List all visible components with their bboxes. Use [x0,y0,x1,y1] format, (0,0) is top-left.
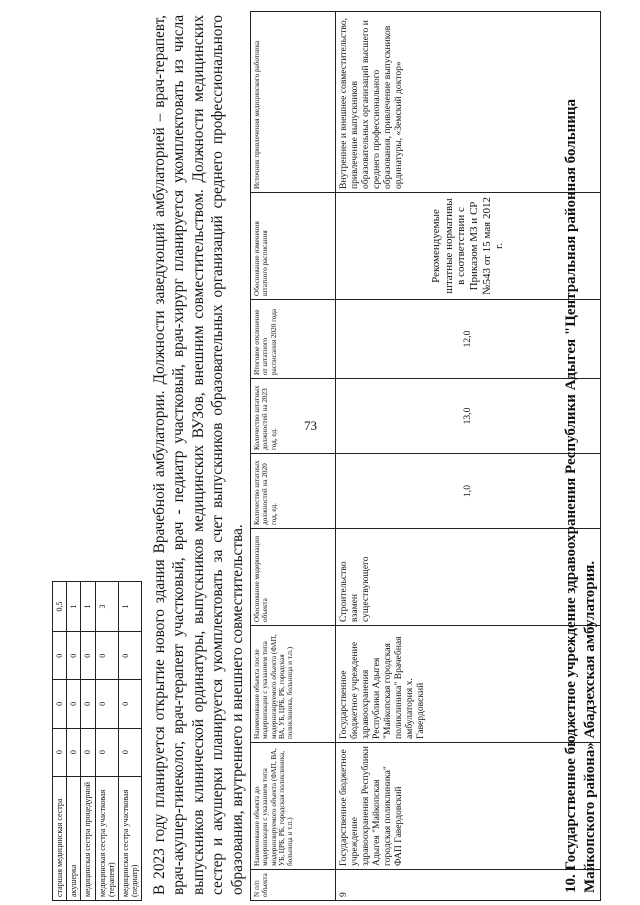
staff-cell-v4: 3 [95,582,118,632]
header-deviation: Итоговое отклонение от штатного расписания 2020 года [251,300,336,379]
plan-paragraph: В 2023 году планируется открытие нового здания Врачебной амбулатории. Должности заведующий амбулаторией – врач-терапевт, врач-акушер-гинеколог, врач-терапевт участковый, врач - педиатр участковый, врач-хирург планируется укомплектовать из числа выпускников клинической ординатуры, выпускников медицинских ВУЗов, внешним совместительством. Должности медицинских сестер и акушерки планируется укомплектовать за счет выпускников образовательных организаций среднего профессионального образования, внутреннего и внешнего совместительства. [151,15,246,895]
row-num: 9 [336,870,601,901]
staff-cell-v4: 1 [118,582,141,632]
staff-cell-v3: 0 [81,632,95,680]
header-staff-reason: Обоснование изменения штатного расписания [251,193,336,300]
staff-cell-v2: 0 [67,680,81,728]
row-reason: Строительство взамен существующего [336,529,601,626]
staff-cell-v1: 0 [53,728,67,776]
staff-cell-label: старшая медицинская сестра [53,776,67,900]
page-number: 73 [304,418,317,433]
plan-table-row [336,12,601,901]
plan-table [250,11,601,901]
row-staff-reason: Рекомендуемые штатные нормативы в соответствии с Приказом МЗ и СР №543 от 15 мая 2012 г. [336,193,601,300]
staff-cell-v3: 0 [53,632,67,680]
staff-row [53,582,67,901]
staff-cell-label: медицинская сестра процедурной [81,776,95,900]
header-q2020: Количество штатных должностей на 2020 год, ед. [251,454,336,529]
staff-cell-v4: 0,5 [53,582,67,632]
row-before: Государственное бюджетное учреждение здравоохранения Республики Адыгея "Майкопская городская поликлиника" ФАП Гавердовский [336,743,601,870]
staff-table [52,581,142,901]
staff-cell-v4: 1 [81,582,95,632]
header-num: N п/п объекта [251,870,336,901]
row-q2020: 1,0 [336,454,601,529]
section-heading: 10. Государственное бюджетное учреждение здравоохранения Республики Адыгея "Центральная районная больница Майкопского района» Абадзехская амбулатория. [563,98,598,893]
header-source: Источник привлечения медицинского работника [251,12,336,193]
staff-row [95,582,118,901]
staff-row [81,582,95,901]
row-q2023: 13,0 [336,379,601,454]
staff-row [118,582,141,901]
staff-cell-label: медицинская сестра участковая (терапевт) [95,776,118,900]
header-after: Наименование объекта после модернизации с указанием типа модернизируемого объекта (ФАП, ВА, УБ, ЦРБ, РБ, городская поликлиника, больница и т.п.) [251,626,336,743]
staff-cell-v2: 0 [53,680,67,728]
row-source: Внутреннее и внешнее совместительство, привлечение выпускников образовательных организаций высшего и среднего профессионального образования, привлечение выпускников ординатуры, «Земский доктор» [336,12,601,193]
header-reason: Обоснование модернизации объекта [251,529,336,626]
header-before: Наименование объекта до модернизации с указанием типа модернизируемого объекта (ФАП, ВА, УБ, ЦРБ, РБ, городская поликлиника, больница и т.п.) [251,743,336,870]
staff-cell-v1: 0 [118,728,141,776]
staff-cell-v3: 0 [67,632,81,680]
row-deviation: 12,0 [336,300,601,379]
staff-cell-v3: 0 [95,632,118,680]
row-after: Государственное бюджетное учреждение здравоохранения Республики Адыгея "Майкопская городская поликлиника" Врачебная амбулатория х. Гавердовский [336,626,601,743]
staff-cell-v1: 0 [95,728,118,776]
staff-cell-v2: 0 [118,680,141,728]
staff-cell-v4: 1 [67,582,81,632]
staff-cell-v1: 0 [81,728,95,776]
staff-cell-v2: 0 [95,680,118,728]
staff-cell-label: акушерка [67,776,81,900]
header-q2023: Количество штатных должностей на 2023 год, ед. [251,379,336,454]
plan-table-header-row [251,12,336,901]
staff-row [67,582,81,901]
staff-cell-label: медицинская сестра участковая (педиатр) [118,776,141,900]
staff-cell-v3: 0 [118,632,141,680]
staff-cell-v2: 0 [81,680,95,728]
staff-cell-v1: 0 [67,728,81,776]
